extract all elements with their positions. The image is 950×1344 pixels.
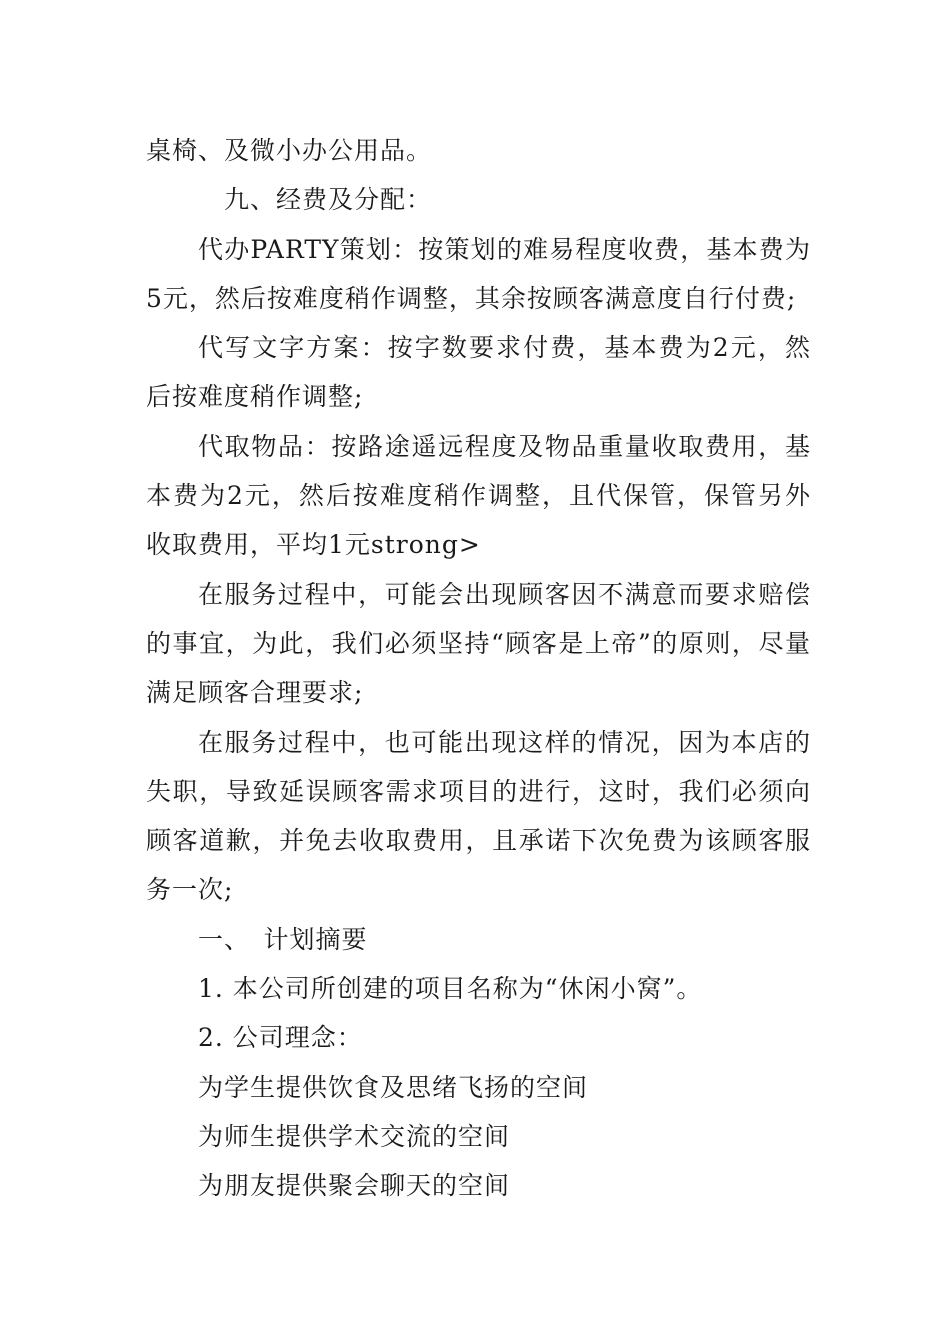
philosophy-line-friends: 为朋友提供聚会聊天的空间 — [198, 1171, 511, 1201]
paragraph-continuation: 桌椅、及微小办公用品。 — [146, 136, 433, 165]
list-item-project-name: 1. 本公司所创建的项目名称为“休闲小窝”。 — [198, 974, 703, 1004]
document-body — [146, 126, 811, 1211]
paragraph-copywriting-fee: 代写文字方案：按字数要求付费，基本费为2元，然后按难度稍作调整; — [146, 333, 811, 412]
philosophy-line-teachers: 为师生提供学术交流的空间 — [198, 1121, 511, 1151]
paragraph-pickup-fee: 代取物品：按路途遥远程度及物品重量收取费用，基本费为2元，然后按难度稍作调整，且代保管，保管另外收取费用，平均1元strong> — [146, 431, 811, 560]
paragraph-party-planning-fee: 代办PARTY策划：按策划的难易程度收费，基本费为5元，然后按难度稍作调整，其余按顾客满意度自行付费; — [146, 234, 811, 313]
section-heading-plan-summary: 一、 计划摘要 — [198, 924, 368, 954]
section-heading-funding: 九、经费及分配： — [224, 185, 433, 215]
paragraph-compensation: 在服务过程中，可能会出现顾客因不满意而要求赔偿的事宜，为此，我们必须坚持“顾客是上帝”的原则，尽量满足顾客合理要求; — [146, 579, 811, 708]
paragraph-apology-policy: 在服务过程中，也可能出现这样的情况，因为本店的失职，导致延误顾客需求项目的进行，这时，我们必须向顾客道歉，并免去收取费用，且承诺下次免费为该顾客服务一次; — [146, 727, 811, 905]
list-item-company-philosophy: 2. 公司理念： — [198, 1023, 363, 1053]
philosophy-line-students: 为学生提供饮食及思绪飞扬的空间 — [198, 1072, 589, 1102]
